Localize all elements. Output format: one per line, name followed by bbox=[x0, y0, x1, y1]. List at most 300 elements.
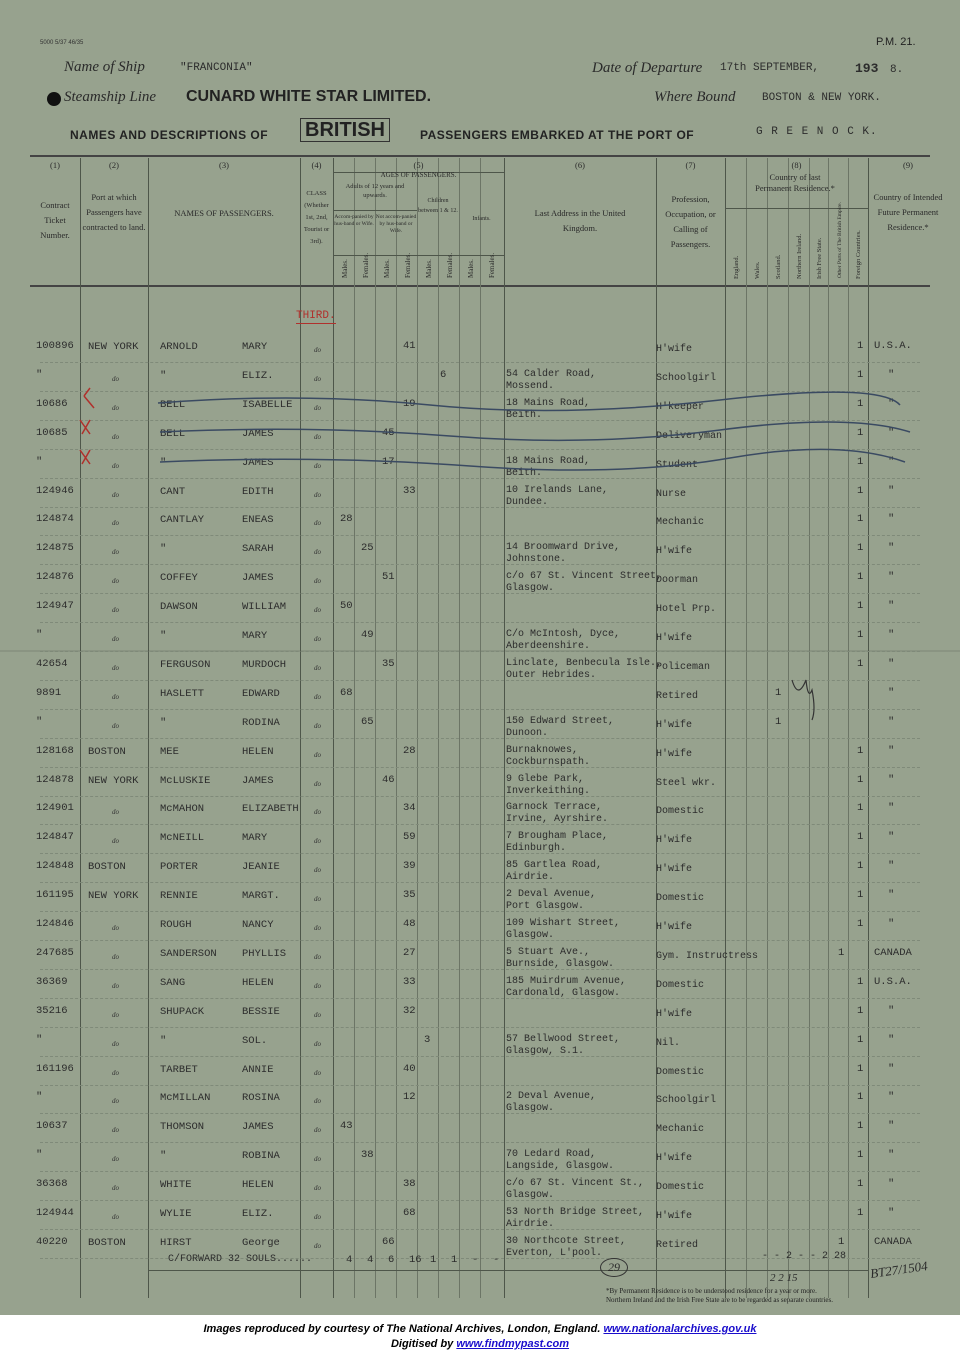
total-age-count: 4 bbox=[367, 1254, 374, 1266]
ticket-number: 35216 bbox=[36, 1005, 68, 1017]
address-line-1: C/o McIntosh, Dyce, bbox=[506, 629, 621, 640]
passenger-first-name: EDITH bbox=[242, 486, 274, 498]
passenger-age: 46 bbox=[382, 774, 395, 786]
passenger-age: 49 bbox=[361, 629, 374, 641]
ditto-class: do bbox=[314, 837, 321, 845]
future-residence: " bbox=[888, 860, 895, 872]
passenger-age: 19 bbox=[403, 398, 416, 410]
ditto-class: do bbox=[314, 751, 321, 759]
future-residence: CANADA bbox=[874, 1236, 912, 1248]
ditto-class: do bbox=[314, 1126, 321, 1134]
passenger-age: 33 bbox=[403, 485, 416, 497]
address-line-1: 70 Ledard Road, bbox=[506, 1149, 597, 1160]
future-residence: " bbox=[888, 1149, 895, 1161]
address-line-2: Glasgow. bbox=[506, 930, 555, 941]
address-line-2: Beith. bbox=[506, 410, 543, 421]
passenger-age: 17 bbox=[382, 456, 395, 468]
passenger-surname: WYLIE bbox=[160, 1208, 192, 1220]
total-age-count: - bbox=[472, 1254, 479, 1266]
passenger-surname: McLUSKIE bbox=[160, 775, 211, 787]
departure-year-suffix: 8. bbox=[890, 64, 904, 76]
address-line-1: 53 North Bridge Street, bbox=[506, 1207, 645, 1218]
passenger-age: 27 bbox=[403, 947, 416, 959]
residence-mark: 1 bbox=[857, 629, 864, 641]
passenger-surname: McNEILL bbox=[160, 832, 205, 844]
ditto-class: do bbox=[314, 491, 321, 499]
passenger-surname: SHUPACK bbox=[160, 1006, 205, 1018]
col-heading-profession: Profession, Occupation, or Calling of Passengers. bbox=[665, 194, 716, 249]
passenger-age: 38 bbox=[361, 1149, 374, 1161]
passenger-first-name: JEANIE bbox=[242, 861, 280, 873]
address-line-1: 85 Gartlea Road, bbox=[506, 860, 603, 871]
sex-male-2: Males. bbox=[383, 259, 391, 278]
port-of-embarkation: G R E E N O C K. bbox=[756, 126, 878, 138]
passenger-first-name: JAMES bbox=[242, 572, 274, 584]
ditto-class: do bbox=[314, 924, 321, 932]
ticket-number: " bbox=[36, 716, 43, 728]
future-residence: " bbox=[888, 1120, 895, 1132]
address-line-1: 150 Edward Street, bbox=[506, 716, 615, 727]
address-line-2: Dunoon. bbox=[506, 728, 549, 739]
passenger-first-name: JAMES bbox=[242, 428, 274, 440]
passenger-surname: " bbox=[160, 457, 167, 469]
occupation: Domestic bbox=[656, 1067, 705, 1078]
address-line-2: Edinburgh. bbox=[506, 843, 567, 854]
passenger-first-name: MARY bbox=[242, 341, 268, 353]
ditto-port: do bbox=[112, 404, 119, 412]
sex-female-2: Females. bbox=[404, 252, 412, 278]
ditto-class: do bbox=[314, 1213, 321, 1221]
occupation: H'wife bbox=[656, 546, 693, 557]
passenger-age: 28 bbox=[340, 513, 353, 525]
passenger-surname: ROUGH bbox=[160, 919, 192, 931]
ditto-class: do bbox=[314, 664, 321, 672]
total-age-count: - bbox=[493, 1254, 500, 1266]
digitised-credit bbox=[0, 1338, 960, 1350]
address-line-2: Beith. bbox=[506, 468, 543, 479]
future-residence: " bbox=[888, 889, 895, 901]
occupation: Mechanic bbox=[656, 517, 705, 528]
residence-country-heading: Irish Free State. bbox=[816, 237, 823, 279]
ditto-class: do bbox=[314, 953, 321, 961]
future-residence: " bbox=[888, 774, 895, 786]
occupation: Schoolgirl bbox=[656, 1095, 717, 1106]
passenger-surname: PORTER bbox=[160, 861, 198, 873]
ditto-class: do bbox=[314, 375, 321, 383]
passenger-age: 32 bbox=[403, 1005, 416, 1017]
ditto-port: do bbox=[112, 491, 119, 499]
passenger-first-name: JAMES bbox=[242, 1121, 274, 1133]
passenger-age: 68 bbox=[403, 1207, 416, 1219]
ditto-port: do bbox=[112, 1040, 119, 1048]
passenger-surname: RENNIE bbox=[160, 890, 198, 902]
ticket-number: 161195 bbox=[36, 889, 74, 901]
total-age-count: 1 bbox=[430, 1254, 437, 1266]
ticket-number: 124876 bbox=[36, 571, 74, 583]
address-line-2: Inverkeithing. bbox=[506, 786, 591, 797]
future-residence: " bbox=[888, 1178, 895, 1190]
occupation: Mechanic bbox=[656, 1124, 705, 1135]
occupation: Nil. bbox=[656, 1038, 681, 1049]
residence-mark: 1 bbox=[838, 1236, 845, 1248]
col-num-2: (2) bbox=[109, 160, 119, 170]
ditto-port: do bbox=[112, 519, 119, 527]
ticket-number: 10637 bbox=[36, 1120, 68, 1132]
residence-country-heading: England. bbox=[733, 255, 740, 279]
passenger-age: 38 bbox=[403, 1178, 416, 1190]
residence-mark: 1 bbox=[857, 658, 864, 670]
passenger-age: 35 bbox=[403, 889, 416, 901]
passenger-surname: THOMSON bbox=[160, 1121, 205, 1133]
residence-mark: 1 bbox=[857, 1034, 864, 1046]
residence-mark: 1 bbox=[857, 1178, 864, 1190]
ditto-port: do bbox=[112, 462, 119, 470]
col-heading-children: Children between 1 & 12. bbox=[418, 198, 458, 214]
future-residence: " bbox=[888, 427, 895, 439]
address-line-1: 7 Brougham Place, bbox=[506, 831, 609, 842]
circled-count: 29 bbox=[600, 1258, 628, 1277]
ticket-number: 36368 bbox=[36, 1178, 68, 1190]
carried-forward-label: C/FORWARD 32 SOULS...... bbox=[168, 1254, 313, 1265]
address-line-2: Johnstone. bbox=[506, 554, 567, 565]
ticket-number: 40220 bbox=[36, 1236, 68, 1248]
passenger-age: 40 bbox=[403, 1063, 416, 1075]
ticket-number: 124875 bbox=[36, 542, 74, 554]
passenger-surname: CANTLAY bbox=[160, 514, 205, 526]
passenger-first-name: George bbox=[242, 1237, 280, 1249]
archive-reference: BT27/1504 bbox=[869, 1258, 929, 1281]
ticket-number: 124944 bbox=[36, 1207, 74, 1219]
occupation: Nurse bbox=[656, 489, 687, 500]
ditto-port: do bbox=[112, 433, 119, 441]
ditto-class: do bbox=[314, 462, 321, 470]
national-archives-link[interactable]: www.nationalarchives.gov.uk bbox=[603, 1323, 757, 1335]
ditto-class: do bbox=[314, 404, 321, 412]
occupation: Hotel Prp. bbox=[656, 604, 717, 615]
passenger-surname: McMILLAN bbox=[160, 1092, 211, 1104]
residence-mark: 1 bbox=[857, 1149, 864, 1161]
passenger-first-name: MARGT. bbox=[242, 890, 280, 902]
total-age-count: 4 bbox=[346, 1254, 353, 1266]
residence-mark: 1 bbox=[775, 687, 782, 699]
address-line-2: Glasgow. bbox=[506, 1103, 555, 1114]
passenger-first-name: NANCY bbox=[242, 919, 274, 931]
ticket-number: 124847 bbox=[36, 831, 74, 843]
departure-label: Date of Departure bbox=[592, 60, 703, 76]
col-heading-port: Port at which Passengers have contracted to land. bbox=[82, 192, 146, 232]
residence-mark: 1 bbox=[838, 947, 845, 959]
col-heading-last-residence: Country of last Permanent Residence.* bbox=[755, 172, 835, 193]
ticket-number: 124874 bbox=[36, 513, 74, 525]
address-line-2: Mossend. bbox=[506, 381, 555, 392]
ditto-port: do bbox=[112, 1213, 119, 1221]
passenger-surname: WHITE bbox=[160, 1179, 192, 1191]
future-residence: " bbox=[888, 1034, 895, 1046]
totals-handwritten: 2 2 15 bbox=[770, 1272, 798, 1284]
address-line-1: Burnaknowes, bbox=[506, 745, 579, 756]
residence-mark: 1 bbox=[857, 1063, 864, 1075]
address-line-2: Glasgow. bbox=[506, 583, 555, 594]
passenger-surname: SANG bbox=[160, 977, 186, 989]
title-part-c: PASSENGERS EMBARKED AT THE PORT OF bbox=[420, 128, 695, 142]
passenger-first-name: MARY bbox=[242, 832, 268, 844]
address-line-2: Port Glasgow. bbox=[506, 901, 585, 912]
passenger-age: 28 bbox=[403, 745, 416, 757]
ticket-number: 124901 bbox=[36, 802, 74, 814]
passenger-surname: COFFEY bbox=[160, 572, 198, 584]
passenger-age: 50 bbox=[340, 600, 353, 612]
passenger-age: 34 bbox=[403, 802, 416, 814]
future-residence: U.S.A. bbox=[874, 340, 912, 352]
ditto-port: do bbox=[112, 577, 119, 585]
passenger-surname: TARBET bbox=[160, 1064, 198, 1076]
address-line-1: 2 Deval Avenue, bbox=[506, 889, 597, 900]
future-residence: " bbox=[888, 658, 895, 670]
sex-male-1: Males. bbox=[341, 259, 349, 278]
residence-mark: 1 bbox=[775, 716, 782, 728]
passenger-first-name: MARY bbox=[242, 630, 268, 642]
col-num-5: (5) bbox=[413, 160, 424, 170]
residence-mark: 1 bbox=[857, 1091, 864, 1103]
future-residence: U.S.A. bbox=[874, 976, 912, 988]
occupation: Domestic bbox=[656, 893, 705, 904]
sex-female-1: Females. bbox=[362, 252, 370, 278]
ditto-port: do bbox=[112, 1011, 119, 1019]
passenger-first-name: JAMES bbox=[242, 775, 274, 787]
residence-country-heading: Wales. bbox=[754, 261, 761, 279]
residence-mark: 1 bbox=[857, 1005, 864, 1017]
occupation: H'wife bbox=[656, 835, 693, 846]
ditto-port: do bbox=[112, 953, 119, 961]
ship-label: Name of Ship bbox=[64, 59, 145, 75]
col-num-9: (9) bbox=[903, 160, 913, 170]
passenger-first-name: MURDOCH bbox=[242, 659, 287, 671]
address-line-2: Everton, L'pool. bbox=[506, 1248, 603, 1259]
ditto-port: do bbox=[112, 606, 119, 614]
residence-mark: 1 bbox=[857, 369, 864, 381]
address-line-2: Airdrie. bbox=[506, 1219, 555, 1230]
ditto-class: do bbox=[314, 693, 321, 701]
future-residence: CANADA bbox=[874, 947, 912, 959]
ditto-class: do bbox=[314, 1155, 321, 1163]
occupation: H'wife bbox=[656, 1009, 693, 1020]
ticket-number: 124946 bbox=[36, 485, 74, 497]
residence-mark: 1 bbox=[857, 745, 864, 757]
residence-mark: 1 bbox=[857, 860, 864, 872]
residence-mark: 1 bbox=[857, 340, 864, 352]
passenger-age: 35 bbox=[382, 658, 395, 670]
passenger-age: 68 bbox=[340, 687, 353, 699]
port-of-landing: BOSTON bbox=[88, 746, 126, 758]
totals-residence: - - 2 - - 2 28 bbox=[762, 1251, 847, 1262]
passenger-age: 33 bbox=[403, 976, 416, 988]
passenger-first-name: JAMES bbox=[242, 457, 274, 469]
footnote-line-2: Northern Ireland and the Irish Free State are to be regarded as separate countries. bbox=[606, 1296, 834, 1304]
address-line-1: Garnock Terrace, bbox=[506, 802, 603, 813]
address-line-2: Langside, Glasgow. bbox=[506, 1161, 615, 1172]
departure-year: 193 bbox=[855, 61, 879, 76]
passenger-first-name: HELEN bbox=[242, 746, 274, 758]
address-line-1: 18 Mains Road, bbox=[506, 398, 591, 409]
sex-male-4: Males. bbox=[467, 259, 475, 278]
occupation: H'wife bbox=[656, 1211, 693, 1222]
address-line-1: Linclate, Benbecula Isle., bbox=[506, 658, 663, 669]
ticket-number: 10686 bbox=[36, 398, 68, 410]
passenger-age: 43 bbox=[340, 1120, 353, 1132]
red-cross-2 bbox=[80, 450, 90, 464]
future-residence: " bbox=[888, 513, 895, 525]
passenger-first-name: HELEN bbox=[242, 977, 274, 989]
ditto-port: do bbox=[112, 1097, 119, 1105]
occupation: Domestic bbox=[656, 980, 705, 991]
passenger-age: 51 bbox=[382, 571, 395, 583]
digitised-text: Digitised by bbox=[390, 1338, 454, 1350]
passenger-first-name: SOL. bbox=[242, 1035, 268, 1047]
ticket-number: " bbox=[36, 369, 43, 381]
col-heading-adults: Adults of 12 years and upwards. bbox=[345, 183, 405, 199]
ditto-class: do bbox=[314, 895, 321, 903]
col-heading-infants: Infants. bbox=[472, 216, 491, 222]
passenger-age: 3 bbox=[424, 1034, 431, 1046]
residence-country-heading: Other Parts of The British Empire. bbox=[837, 202, 843, 278]
passenger-first-name: ROSINA bbox=[242, 1092, 280, 1104]
total-age-count: 1 bbox=[451, 1254, 458, 1266]
passenger-first-name: ELIZ. bbox=[242, 1208, 274, 1220]
passenger-first-name: ENEAS bbox=[242, 514, 274, 526]
sex-female-3: Females. bbox=[446, 252, 454, 278]
ditto-class: do bbox=[314, 1069, 321, 1077]
occupation: H'wife bbox=[656, 864, 693, 875]
address-line-2: Outer Hebrides. bbox=[506, 670, 597, 681]
red-cross-1 bbox=[80, 420, 90, 434]
where-bound-label: Where Bound bbox=[654, 89, 736, 105]
ditto-port: do bbox=[112, 375, 119, 383]
passenger-first-name: ROBINA bbox=[242, 1150, 280, 1162]
ditto-class: do bbox=[314, 1184, 321, 1192]
ditto-port: do bbox=[112, 722, 119, 730]
residence-country-heading: Foreign Countries. bbox=[855, 230, 862, 279]
ticket-number: 42654 bbox=[36, 658, 68, 670]
total-age-count: 6 bbox=[388, 1254, 395, 1266]
occupation: Domestic bbox=[656, 806, 705, 817]
passenger-first-name: SARAH bbox=[242, 543, 274, 555]
ditto-class: do bbox=[314, 722, 321, 730]
ditto-port: do bbox=[112, 693, 119, 701]
future-residence: " bbox=[888, 369, 895, 381]
address-line-1: c/o 67 St. Vincent Street, bbox=[506, 571, 663, 582]
ticket-number: 124848 bbox=[36, 860, 74, 872]
residence-mark: 1 bbox=[857, 802, 864, 814]
address-line-2: Burnside, Glasgow. bbox=[506, 959, 615, 970]
passenger-surname: " bbox=[160, 717, 167, 729]
ditto-class: do bbox=[314, 808, 321, 816]
residence-mark: 1 bbox=[857, 1207, 864, 1219]
occupation: Schoolgirl bbox=[656, 373, 717, 384]
ticket-number: " bbox=[36, 629, 43, 641]
col-heading-not-accompanied: Not accom-panied by hus-band or Wife. bbox=[375, 214, 417, 234]
residence-mark: 1 bbox=[857, 485, 864, 497]
ticket-number: 247685 bbox=[36, 947, 74, 959]
occupation: H'wife bbox=[656, 1153, 693, 1164]
ditto-class: do bbox=[314, 780, 321, 788]
occupation: H'wife bbox=[656, 749, 693, 760]
passenger-age: 6 bbox=[440, 369, 447, 381]
residence-mark: 1 bbox=[857, 774, 864, 786]
future-residence: " bbox=[888, 1207, 895, 1219]
red-tick-1 bbox=[84, 388, 94, 408]
ditto-port: do bbox=[112, 548, 119, 556]
address-line-1: 54 Calder Road, bbox=[506, 369, 597, 380]
occupation: Domestic bbox=[656, 1182, 705, 1193]
ticket-number: " bbox=[36, 456, 43, 468]
residence-mark: 1 bbox=[857, 542, 864, 554]
occupation: Doorman bbox=[656, 575, 699, 586]
address-line-1: 14 Broomward Drive, bbox=[506, 542, 621, 553]
future-residence: " bbox=[888, 398, 895, 410]
occupation: H'keeper bbox=[656, 402, 705, 413]
sex-male-3: Males. bbox=[425, 259, 433, 278]
residence-mark: 1 bbox=[857, 831, 864, 843]
passenger-age: 48 bbox=[403, 918, 416, 930]
residence-mark: 1 bbox=[857, 398, 864, 410]
address-line-1: 18 Mains Road, bbox=[506, 456, 591, 467]
ditto-class: do bbox=[314, 635, 321, 643]
address-line-1: 2 Deval Avenue, bbox=[506, 1091, 597, 1102]
ditto-class: do bbox=[314, 606, 321, 614]
ditto-class: do bbox=[314, 519, 321, 527]
future-residence: " bbox=[888, 716, 895, 728]
residence-mark: 1 bbox=[857, 1120, 864, 1132]
passenger-age: 59 bbox=[403, 831, 416, 843]
residence-mark: 1 bbox=[857, 918, 864, 930]
address-line-1: 30 Northcote Street, bbox=[506, 1236, 627, 1247]
passenger-age: 12 bbox=[403, 1091, 416, 1103]
col-heading-names: NAMES OF PASSENGERS. bbox=[174, 208, 274, 218]
address-line-1: 185 Muirdrum Avenue, bbox=[506, 976, 627, 987]
passenger-age: 65 bbox=[361, 716, 374, 728]
title-british: BRITISH bbox=[300, 118, 390, 142]
future-residence: " bbox=[888, 456, 895, 468]
ticket-number: 124947 bbox=[36, 600, 74, 612]
ditto-class: do bbox=[314, 866, 321, 874]
ditto-port: do bbox=[112, 837, 119, 845]
future-residence: " bbox=[888, 1005, 895, 1017]
ticket-number: 36369 bbox=[36, 976, 68, 988]
residence-mark: 1 bbox=[857, 889, 864, 901]
ticket-number: 161196 bbox=[36, 1063, 74, 1075]
findmypast-link[interactable]: www.findmypast.com bbox=[456, 1338, 570, 1350]
ticket-number: " bbox=[36, 1149, 43, 1161]
passenger-first-name: HELEN bbox=[242, 1179, 274, 1191]
address-line-1: 5 Stuart Ave., bbox=[506, 947, 591, 958]
residence-mark: 1 bbox=[857, 600, 864, 612]
port-of-landing: BOSTON bbox=[88, 1237, 126, 1249]
address-line-2: Airdrie. bbox=[506, 872, 555, 883]
passenger-first-name: ELIZ. bbox=[242, 370, 274, 382]
ditto-port: do bbox=[112, 635, 119, 643]
passenger-first-name: PHYLLIS bbox=[242, 948, 287, 960]
future-residence: " bbox=[888, 831, 895, 843]
ticket-number: 9891 bbox=[36, 687, 62, 699]
occupation: Steel wkr. bbox=[656, 778, 717, 789]
archive-credit bbox=[0, 1323, 960, 1335]
ditto-class: do bbox=[314, 346, 321, 354]
passenger-first-name: RODINA bbox=[242, 717, 280, 729]
passenger-first-name: EDWARD bbox=[242, 688, 280, 700]
residence-country-heading: Scotland. bbox=[775, 254, 782, 279]
passenger-surname: BELL bbox=[160, 399, 186, 411]
ditto-port: do bbox=[112, 1184, 119, 1192]
